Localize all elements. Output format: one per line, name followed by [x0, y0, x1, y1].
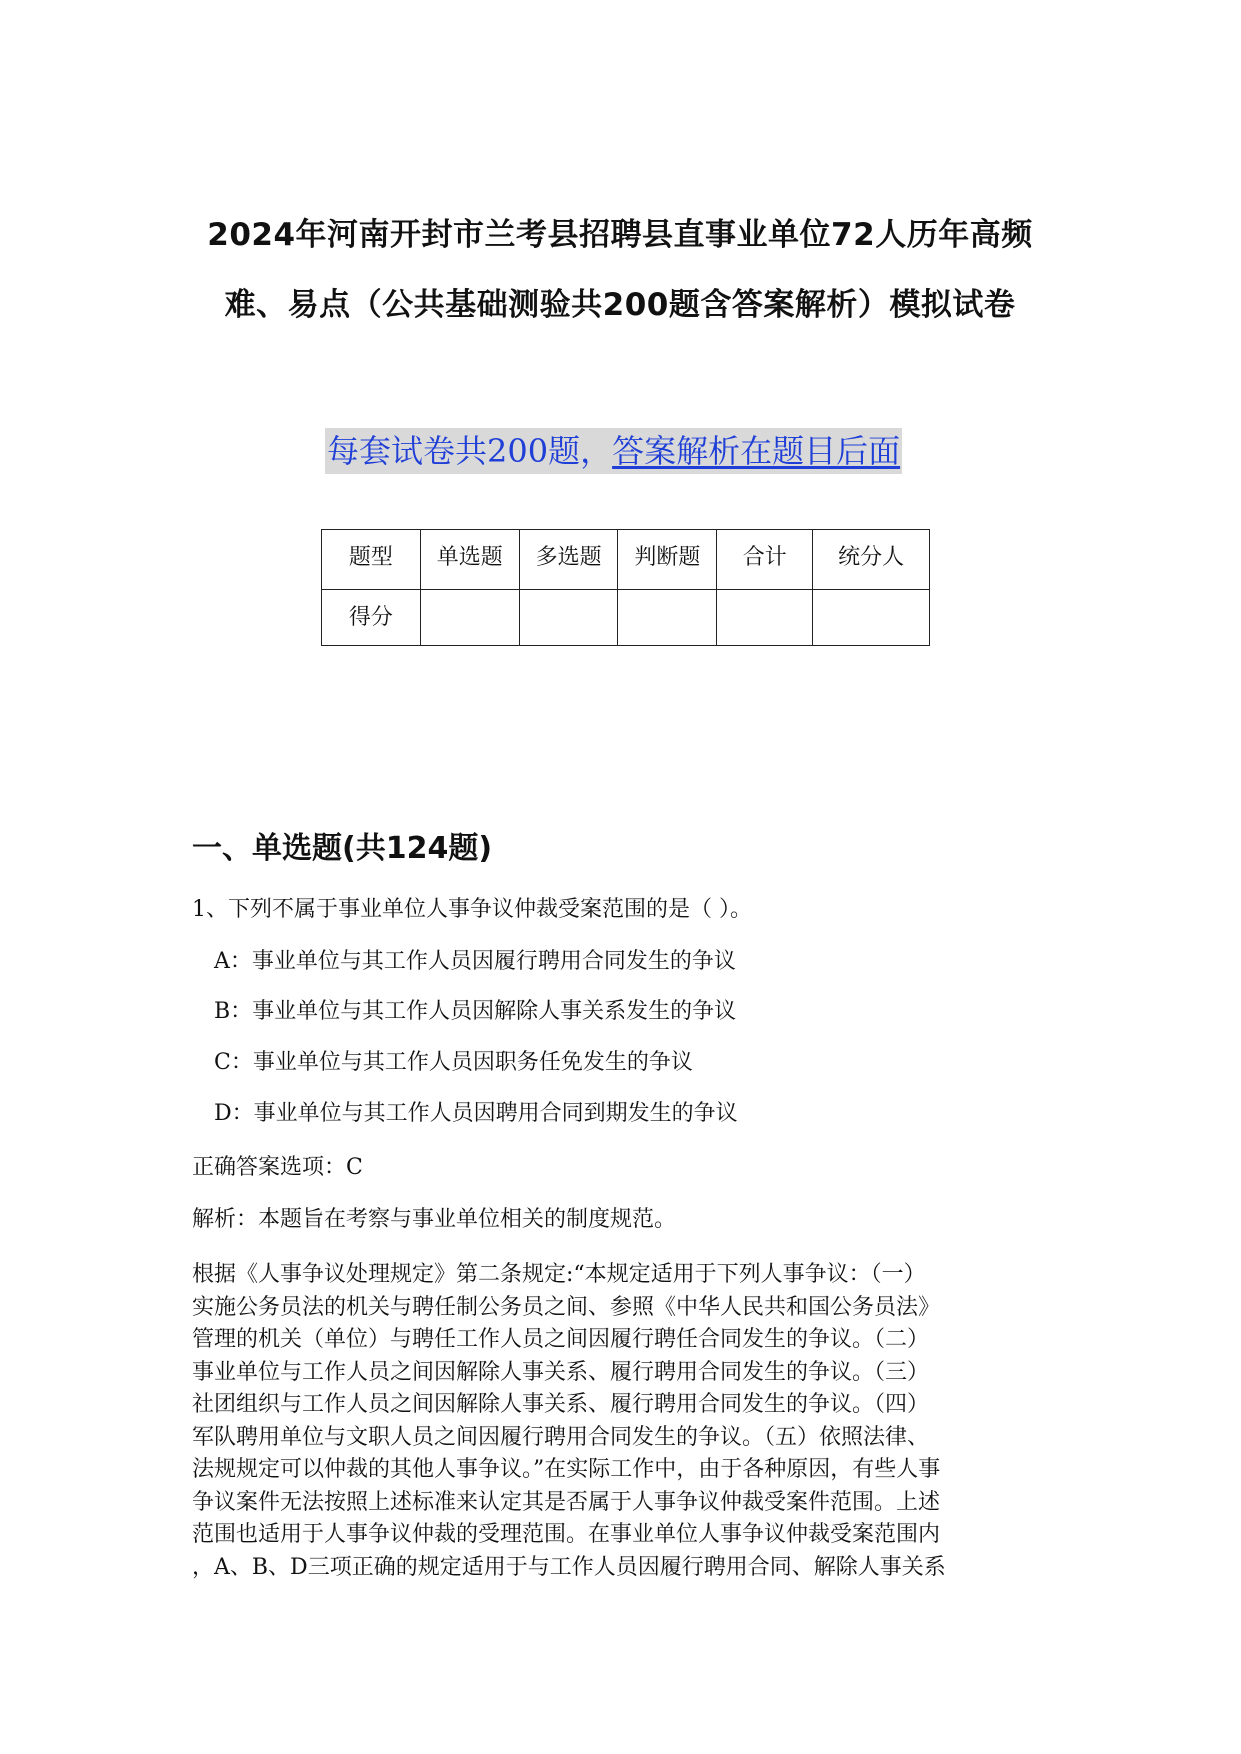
- option-d: D：事业单位与其工作人员因聘用合同到期发生的争议: [214, 1101, 738, 1126]
- score-cell-judge[interactable]: [618, 590, 717, 646]
- explanation-line: 根据《人事争议处理规定》第二条规定:“本规定适用于下列人事争议：（一）: [192, 1262, 926, 1287]
- section-heading: 一、单选题(共124题): [192, 831, 493, 866]
- analysis-line: 解析：本题旨在考察与事业单位相关的制度规范。: [192, 1207, 677, 1232]
- score-table-header-row: [322, 530, 930, 590]
- score-cell-multi[interactable]: [519, 590, 618, 646]
- explanation-line: ，A、B、D三项正确的规定适用于与工作人员因履行聘用合同、解除人事关系: [192, 1554, 946, 1580]
- explanation-paragraph: [192, 1259, 1072, 1584]
- header-cell-type: 题型: [322, 530, 421, 590]
- score-cell-total[interactable]: [717, 590, 813, 646]
- explanation-line: 法规规定可以仲裁的其他人事争议。”在实际工作中，由于各种原因，有些人事: [192, 1457, 941, 1482]
- header-cell-total: 合计: [717, 530, 813, 590]
- document-title: [150, 200, 1090, 340]
- header-cell-judge: 判断题: [618, 530, 717, 590]
- row-label-score: 得分: [322, 590, 421, 646]
- answer-location-link[interactable]: 答案解析在题目后面: [612, 432, 901, 470]
- header-cell-multi: 多选题: [519, 530, 618, 590]
- explanation-line: 争议案件无法按照上述标准来认定其是否属于人事争议仲裁受案件范围。上述: [192, 1489, 941, 1515]
- explanation-line: 社团组织与工作人员之间因解除人事关系、履行聘用合同发生的争议。（四）: [192, 1392, 930, 1417]
- explanation-line: 管理的机关（单位）与聘任工作人员之间因履行聘任合同发生的争议。（二）: [192, 1327, 930, 1352]
- explanation-line: 事业单位与工作人员之间因解除人事关系、履行聘用合同发生的争议。（三）: [192, 1359, 930, 1385]
- score-table-score-row: [322, 590, 930, 646]
- banner-text: 每套试卷共200题，: [327, 432, 613, 470]
- header-cell-scorer: 统分人: [813, 530, 930, 590]
- explanation-line: 实施公务员法的机关与聘任制公务员之间、参照《中华人民共和国公务员法》: [192, 1294, 941, 1320]
- option-b: B：事业单位与其工作人员因解除人事关系发生的争议: [214, 999, 737, 1024]
- explanation-line: 军队聘用单位与文职人员之间因履行聘用合同发生的争议。（五）依照法律、: [192, 1424, 930, 1450]
- header-cell-single: 单选题: [420, 530, 519, 590]
- title-line-2: 难、易点（公共基础测验共200题含答案解析）模拟试卷: [224, 287, 1016, 323]
- answer-line: 正确答案选项：C: [192, 1155, 363, 1180]
- option-c: C：事业单位与其工作人员因职务任免发生的争议: [214, 1050, 693, 1075]
- explanation-line: 范围也适用于人事争议仲裁的受理范围。在事业单位人事争议仲裁受案范围内: [192, 1522, 941, 1547]
- score-cell-scorer[interactable]: [813, 590, 930, 646]
- option-a: A：事业单位与其工作人员因履行聘用合同发生的争议: [214, 949, 736, 974]
- title-line-1: 2024年河南开封市兰考县招聘县直事业单位72人历年高频: [207, 217, 1033, 253]
- score-table: [321, 529, 930, 646]
- question-stem: 1、下列不属于事业单位人事争议仲裁受案范围的是（ ）。: [192, 897, 752, 922]
- info-banner: [325, 428, 902, 474]
- score-cell-single[interactable]: [420, 590, 519, 646]
